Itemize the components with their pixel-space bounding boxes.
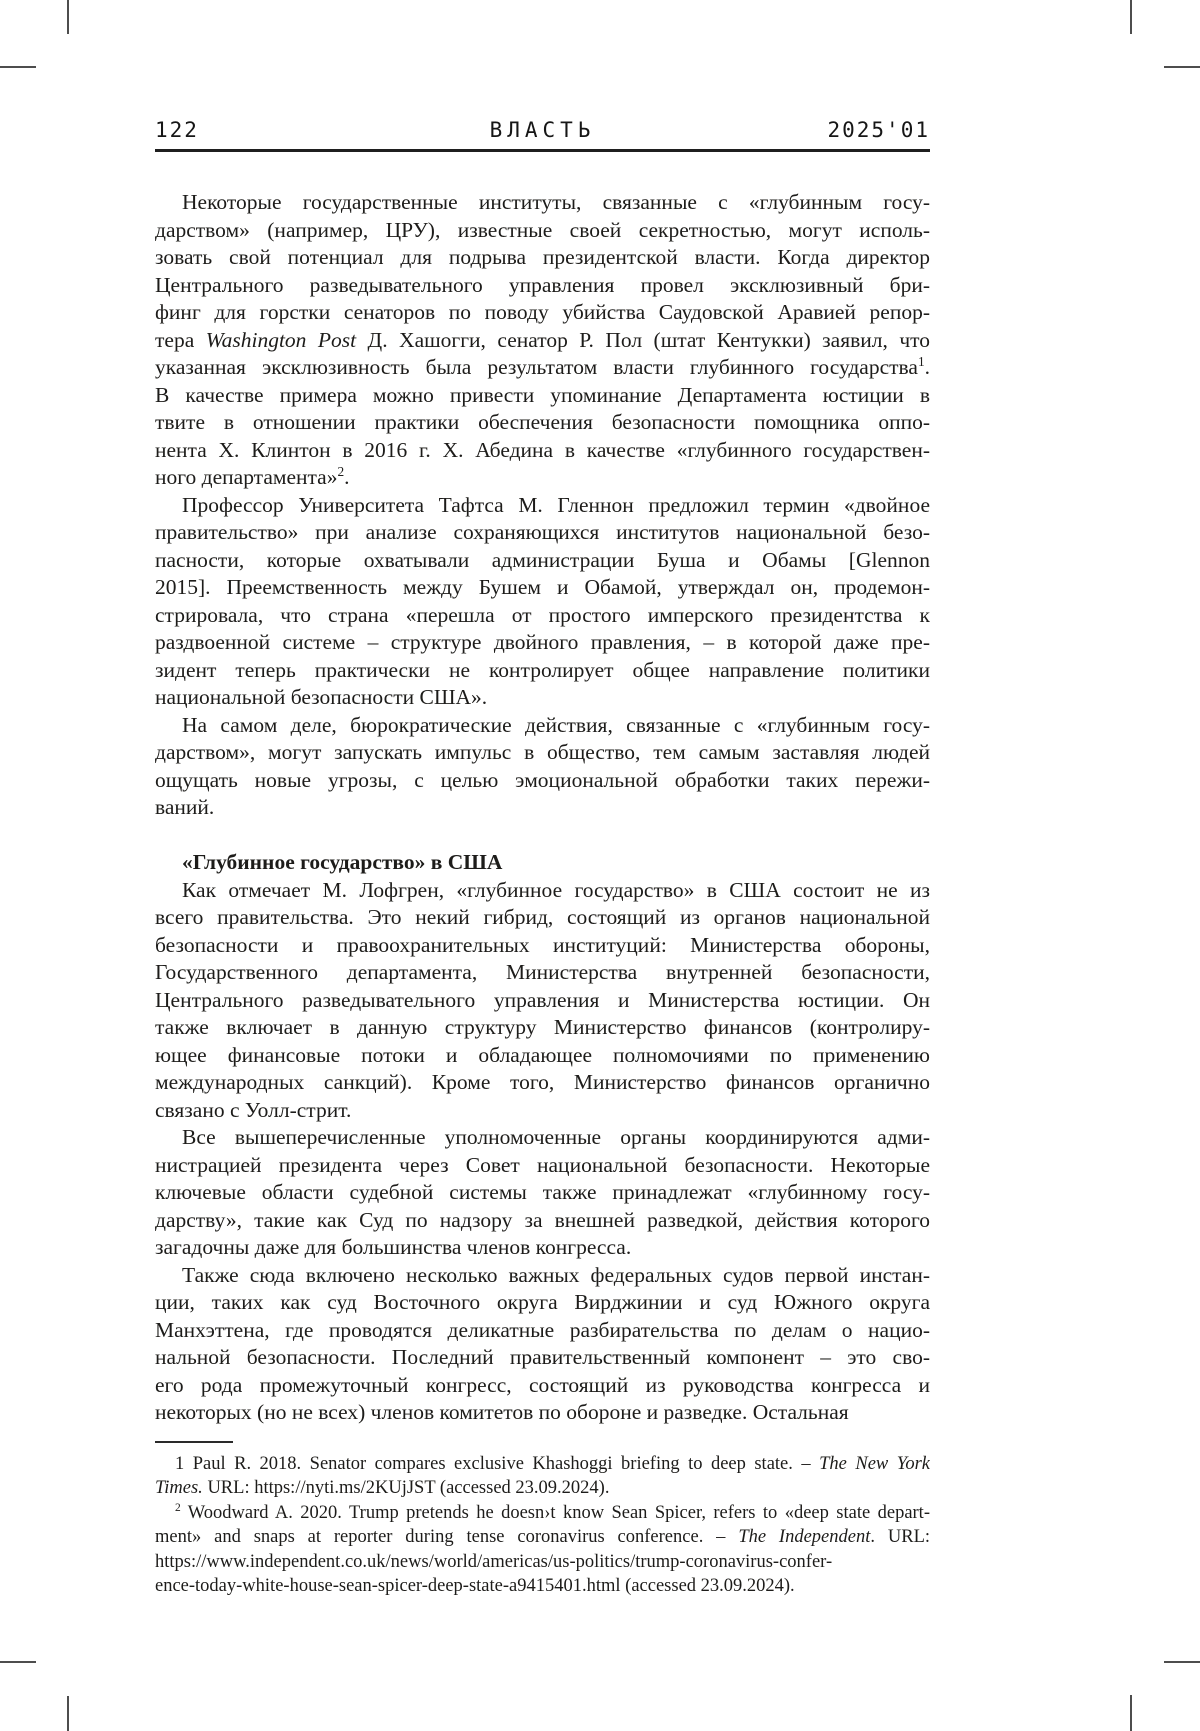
text-run: The New York [819,1453,930,1474]
text-run: Некоторые государственные институты, связанные с «глубинным госу- [182,190,930,214]
paragraph [155,712,930,822]
text-run: Woodward A. 2020. Trump pretends he doesn›t know Sean Spicer, refers to «deep state depart- [180,1502,930,1523]
text-run: Все вышеперечисленные уполномоченные органы координируются адми- [182,1125,930,1149]
text-line [155,409,930,437]
text-line [155,272,930,300]
text-run: национальной безопасности США». [155,685,488,709]
text-line [155,877,930,905]
text-run: связано с Уолл-стрит. [155,1097,352,1122]
text-line [155,1317,930,1345]
footnote-separator [155,1441,233,1443]
text-run: . URL: [870,1527,930,1547]
text-run: также включает в данную структуру Министерство финансов (контролиру- [155,1015,930,1039]
crop-mark-top-left-horizontal [0,66,36,68]
text-run: дарством» (например, ЦРУ), известные своей секретностью, могут исполь- [155,217,930,242]
text-line [155,1234,930,1262]
text-line [155,327,930,355]
crop-mark-bottom-left-horizontal [0,1661,36,1663]
text-line [155,492,930,520]
text-line [155,987,930,1015]
text-line [155,1525,930,1550]
text-line [155,629,930,657]
text-line [155,1344,930,1372]
text-run: Манхэттена, где проводятся деликатные разбирательства по делам о нацио- [155,1317,930,1342]
text-run: . [344,465,350,489]
text-run: нистрацией президента через Совет национальной безопасности. Некоторые [155,1152,930,1177]
text-run: Как отмечает М. Лофгрен, «глубинное государство» в США состоит не из [182,877,930,902]
section-heading: «Глубинное государство» в США [182,850,503,874]
text-line [155,519,930,547]
footnote [155,1501,930,1599]
text-run: ющее финансовые потоки и обладающее полномочиями по применению [155,1042,930,1067]
text-run: раздвоенной системе – структуре двойного правления, – в которой даже пре- [155,630,930,654]
text-line [155,1262,930,1290]
crop-mark-top-left-vertical [67,0,69,34]
text-run: ключевые области судебной системы также принадлежат «глубинному госу- [155,1180,930,1204]
text-line [155,602,930,630]
text-line [155,1042,930,1070]
text-run: The Independent [738,1527,871,1547]
text-run: 2 [337,464,345,479]
text-run: Профессор Университета Тафтса М. Гленнон предложил термин «двойное [182,492,930,517]
text-line [155,1097,930,1125]
text-line [155,794,930,822]
text-line [155,354,930,382]
text-run: В качестве примера можно привести упоминание Департамента юстиции в [155,382,930,407]
text-line [155,932,930,960]
crop-mark-bottom-right-vertical [1130,1695,1132,1731]
text-run: Центрального разведывательного управления и Министерства юстиции. Он [155,987,930,1012]
text-run: ощущать новые угрозы, с целью эмоциональной обработки таких пережи- [155,767,930,792]
journal-title: ВЛАСТЬ [489,118,596,142]
text-line [155,1501,930,1526]
text-run: загадочны даже для большинства членов конгресса. [155,1235,632,1259]
text-run: ence-today-white-house-sean-spicer-deep-state-a9415401.html (accessed 23.09.2024). [155,1576,795,1596]
text-run: его рода промежуточный конгресс, состоящий из руководства конгресса и [155,1372,930,1397]
text-line [155,1372,930,1400]
text-run: Д. Хашогги, сенатор Р. Пол (штат Кентукки) заявил, что [356,327,930,352]
text-run: тера [155,327,206,352]
text-run: На самом деле, бюрократические действия, связанные с «глубинным госу- [182,712,930,737]
text-run: зовать свой потенциал для подрыва президентской власти. Когда директор [155,245,930,269]
article-body [155,189,930,1427]
text-line [155,217,930,245]
text-run: 1 [917,354,925,369]
text-run: URL: https://nyti.ms/2KUjJST (accessed 23.09.2024). [202,1478,610,1498]
crop-mark-top-right-horizontal [1164,66,1200,68]
text-run: Также сюда включено несколько важных федеральных судов первой инстан- [182,1262,930,1287]
text-line [155,684,930,712]
text-line [155,1069,930,1097]
text-line [155,189,930,217]
text-line [155,547,930,575]
text-run: Центрального разведывательного управления провел эксклюзивный бри- [155,272,930,297]
text-run: международных санкций). Кроме того, Министерство финансов органично [155,1070,930,1094]
text-run: Times. [155,1478,203,1498]
crop-mark-bottom-right-horizontal [1164,1661,1200,1663]
text-run: финг для горстки сенаторов по поводу убийства Саудовской Аравией репор- [155,300,930,324]
text-run: пасности, которые охватывали администрации Буша и Обамы [Glennon [155,547,930,572]
text-run: нальной безопасности. Последний правительственный компонент – это сво- [155,1345,930,1369]
text-line [155,712,930,740]
header-rule [155,149,930,152]
text-line [155,1289,930,1317]
paragraph [155,1124,930,1262]
text-line [155,464,930,492]
text-run: всего правительства. Это некий гибрид, состоящий из органов национальной [155,905,930,929]
paragraph [155,877,930,1125]
text-run: правительство» при анализе сохраняющихся институтов национальной безо- [155,520,930,544]
text-line [155,767,930,795]
text-run: ции, таких как суд Восточного округа Вирджинии и суд Южного округа [155,1290,930,1314]
issue-number: 2025'01 [827,118,930,142]
text-run: некоторых (но не всех) членов комитетов по обороне и разведке. Остальная [155,1400,849,1424]
text-line [155,1152,930,1180]
text-run: 1 Paul R. 2018. Senator compares exclusive Khashoggi briefing to deep state. – [175,1453,820,1474]
footnote [155,1452,930,1501]
text-run: твите в отношении практики обеспечения безопасности помощника оппо- [155,410,930,434]
text-run: . [924,355,930,379]
text-run: https://www.independent.co.uk/news/world/americas/us-politics/trump-coronavirus-confer- [155,1551,833,1572]
text-run: ного департамента» [155,465,338,489]
text-run: дарством», могут запускать импульс в общество, тем самым заставляя людей [155,740,930,764]
text-run: ваний. [155,795,215,819]
text-line [155,657,930,685]
text-line [155,299,930,327]
text-line [155,437,930,465]
text-run: нента Х. Клинтон в 2016 г. Х. Абедина в качестве «глубинного государствен- [155,437,930,462]
text-run: 2 [175,1501,181,1514]
footnotes [155,1452,930,1599]
text-line [155,244,930,272]
paragraph [155,492,930,712]
text-line [155,1452,930,1477]
text-line [155,739,930,767]
text-line [155,904,930,932]
text-run: дарству», такие как Суд по надзору за внешней разведкой, действия которого [155,1207,930,1232]
running-header [155,0,930,142]
paragraph [155,1262,930,1427]
text-line [155,574,930,602]
text-run: 2015]. Преемственность между Бушем и Обамой, утверждал он, продемон- [155,575,930,599]
text-line [155,1014,930,1042]
paragraph [155,189,930,492]
crop-mark-bottom-left-vertical [67,1696,69,1731]
text-run: стрировала, что страна «перешла от простого имперского президентства к [155,602,930,627]
text-line [155,1550,930,1575]
text-line [155,959,930,987]
text-run: зидент теперь практически не контролирует общее направление политики [155,657,930,682]
page-number: 122 [155,118,199,142]
text-run: Washington Post [205,327,357,352]
text-line [155,1207,930,1235]
text-line [155,1179,930,1207]
text-run: Государственного департамента, Министерства внутренней безопасности, [155,960,930,984]
text-line [155,1574,930,1599]
text-run: указанная эксклюзивность была результатом власти глубинного государства [155,355,918,379]
text-run: ment» and snaps at reporter during tense coronavirus conference. – [155,1527,739,1547]
text-run: безопасности и правоохранительных институций: Министерства обороны, [155,932,930,957]
text-line [155,1124,930,1152]
text-line [155,1476,930,1501]
text-line [155,1399,930,1427]
text-line [155,382,930,410]
crop-mark-top-right-vertical [1130,0,1132,34]
